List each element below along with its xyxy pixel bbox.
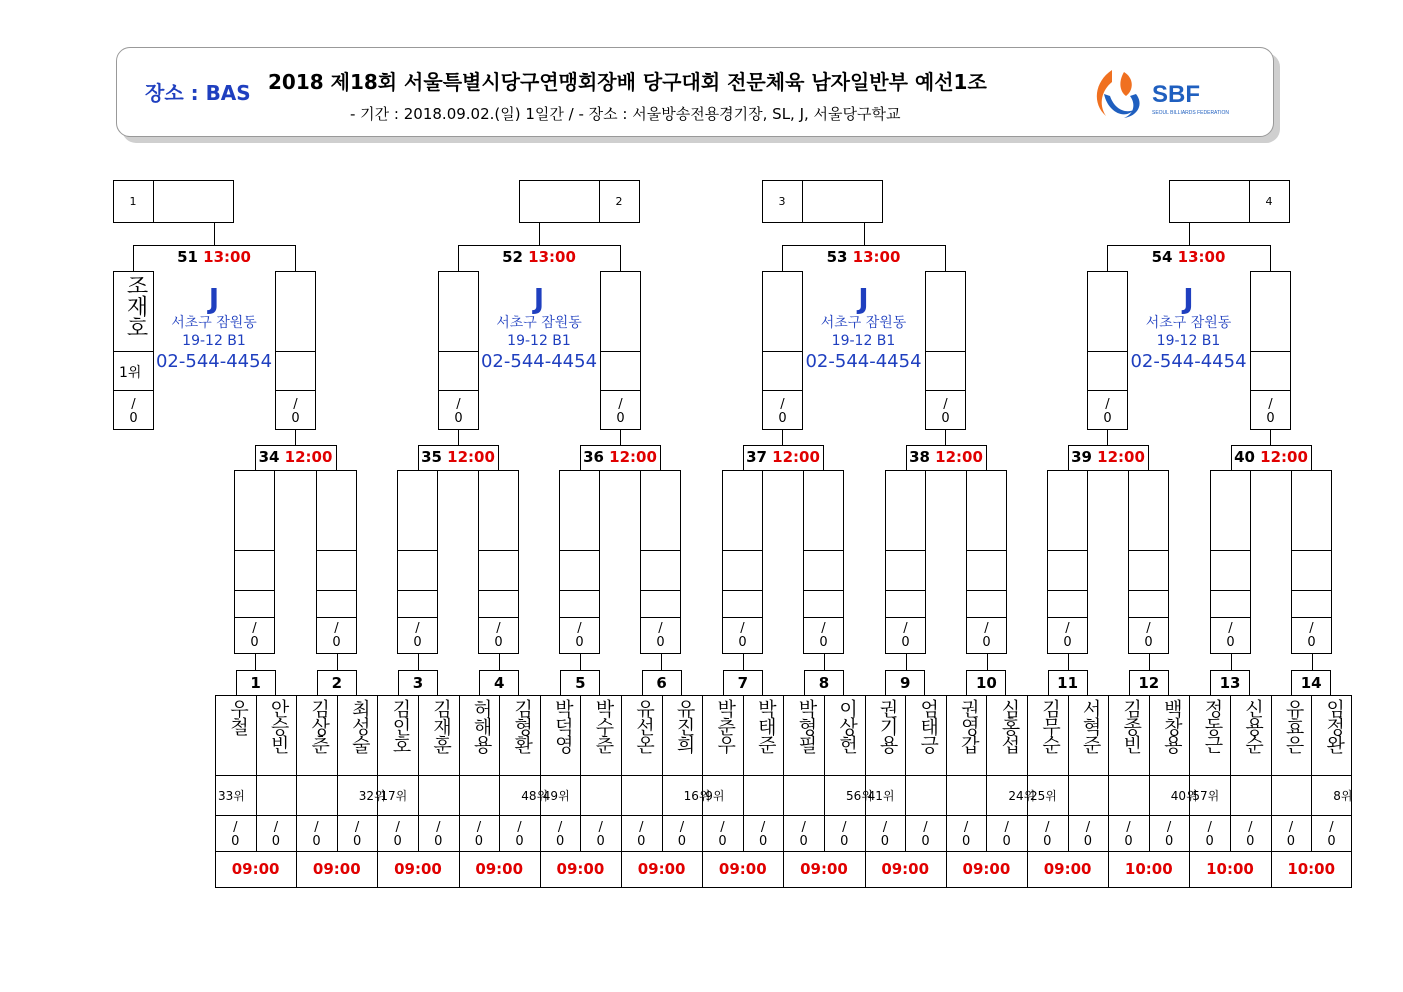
match-time: 10:00 (1124, 860, 1173, 878)
cell-line (1087, 351, 1128, 352)
match-number: 36 (583, 448, 610, 466)
player-score: / 0 (454, 397, 463, 426)
seed-number: 2 (615, 195, 623, 208)
player-rank: 17위 (380, 789, 408, 803)
player-name: 김상춘 (308, 699, 331, 753)
venue-name: J (858, 282, 869, 315)
cell-line (722, 550, 763, 551)
bracket-connector (945, 245, 946, 271)
player-score: / 0 (393, 820, 402, 849)
match-time: 13:00 (1177, 248, 1226, 266)
player-score: / 0 (555, 820, 565, 849)
player-name: 이상헌 (836, 699, 858, 753)
player-score: / 0 (982, 621, 991, 650)
player-rank: 33위 (218, 789, 245, 803)
cell-line (316, 617, 357, 618)
cell-line (925, 351, 966, 352)
player-score: / 0 (474, 820, 484, 849)
cell-line (438, 390, 479, 391)
venue-name: J (208, 282, 220, 315)
bracket-connector (620, 245, 621, 271)
cell-line (762, 390, 803, 391)
cell-line (966, 550, 1007, 551)
venue-address: 서초구 잠원동 (171, 315, 257, 331)
player-rank: 56위 (846, 789, 873, 803)
cell-line (1250, 390, 1291, 391)
player-score: / 0 (271, 820, 281, 849)
player-name: 우철 (227, 699, 249, 735)
player-name: 서혁준 (1079, 699, 1102, 753)
match-number: 34 (258, 448, 285, 466)
player-score: / 0 (880, 820, 890, 849)
final-round-label (479, 248, 599, 266)
bracket-connector (782, 245, 946, 246)
bracket-connector (906, 654, 907, 670)
cell-line (762, 351, 803, 352)
match-number: 6 (656, 674, 667, 692)
match-time: 13:00 (852, 248, 901, 266)
player-score: / 0 (1327, 820, 1336, 849)
second-round-label (255, 448, 337, 466)
player-name: 신용순 (1242, 699, 1264, 753)
second-round-label (1231, 448, 1312, 466)
player-score: / 0 (1043, 820, 1052, 849)
player-score: / 0 (515, 820, 524, 849)
cell-line (234, 550, 275, 551)
cell-line (925, 390, 966, 391)
cell-line (113, 390, 154, 391)
cell-line (113, 351, 154, 352)
bracket-connector (864, 223, 865, 245)
player-name: 엄태긍 (917, 699, 940, 753)
match-number: 8 (818, 674, 830, 692)
bracket-connector (1231, 654, 1232, 670)
sbf-logo (1090, 66, 1240, 122)
cell-line (966, 590, 1007, 591)
cell-line (1210, 550, 1251, 551)
player-score: / 0 (1124, 820, 1133, 849)
cell-line (234, 590, 275, 591)
match-time: 12:00 (1097, 448, 1145, 466)
match-number: 39 (1071, 448, 1098, 466)
match-time: 09:00 (312, 860, 361, 878)
player-score: / 0 (1226, 621, 1235, 650)
cell-line (316, 590, 357, 591)
player-rank: 32위 (358, 789, 386, 803)
player-score: / 0 (778, 397, 787, 426)
player-score: / 0 (596, 820, 605, 849)
player-name: 백창용 (1160, 699, 1183, 753)
match-time: 12:00 (447, 448, 495, 466)
row-line (215, 775, 1352, 776)
player-score: / 0 (1063, 621, 1072, 650)
second-round-label (418, 448, 499, 466)
cell-line (640, 550, 681, 551)
player-score: / 0 (291, 397, 300, 426)
venue-name: J (1183, 282, 1194, 315)
cell-line (1250, 351, 1291, 352)
venue-name: J (533, 282, 545, 315)
match-number: 12 (1138, 674, 1160, 692)
seed-number: 1 (129, 195, 137, 208)
cell-line (275, 351, 316, 352)
player-name: 박형필 (795, 699, 818, 753)
cell-line (1128, 590, 1169, 591)
player-score: / 0 (1083, 820, 1093, 849)
cell-line (478, 617, 519, 618)
match-time: 09:00 (231, 860, 280, 878)
seed-number: 3 (778, 195, 786, 208)
match-number: 4 (493, 674, 505, 692)
player-score: / 0 (799, 820, 808, 849)
venue-phone: 02-544-4454 (1130, 351, 1247, 372)
cell-line (397, 550, 438, 551)
player-score: / 0 (1103, 397, 1112, 426)
player-rank: 48위 (521, 789, 549, 803)
bracket-connector (1068, 654, 1069, 670)
player-score: / 0 (434, 820, 443, 849)
player-name: 유효은 (1282, 699, 1305, 753)
bracket-connector (620, 430, 621, 445)
match-number: 51 (177, 248, 204, 266)
player-name: 유선온 (633, 699, 655, 753)
page-subtitle: - 기간 : 2018.09.02.(일) 1일간 / - 장소 : 서울방송전용경기장, SL, J, 서울당구학교 (350, 105, 901, 123)
match-number: 14 (1300, 674, 1322, 692)
cell-line (600, 390, 641, 391)
player-rank: 41위 (867, 789, 895, 803)
venue-phone: 02-544-4454 (480, 351, 598, 372)
bracket-connector (824, 654, 825, 670)
player-score: / 0 (1266, 397, 1275, 426)
match-number: 37 (746, 448, 773, 466)
match-time: 09:00 (962, 860, 1011, 878)
match-time: 13:00 (203, 248, 251, 266)
cell-line (722, 617, 763, 618)
cell-line (316, 550, 357, 551)
venue-address: 서초구 잠원동 (496, 315, 582, 331)
match-number: 52 (502, 248, 529, 266)
match-number: 1 (250, 674, 261, 692)
player-score: / 0 (921, 820, 930, 849)
player-score: / 0 (656, 621, 665, 650)
venue-phone: 02-544-4454 (805, 351, 922, 372)
cell-line (1291, 617, 1332, 618)
match-number: 35 (421, 448, 448, 466)
bracket-connector (295, 245, 296, 271)
logo-caption: SEOUL BILLIARDS FEDERATION (1152, 110, 1229, 116)
cell-line (1291, 550, 1332, 551)
logo-text: SBF (1152, 81, 1200, 108)
player-score: / 0 (1144, 621, 1153, 650)
cell-line (1291, 590, 1332, 591)
match-time: 12:00 (609, 448, 657, 466)
cell-line (397, 617, 438, 618)
cell-line (1210, 590, 1251, 591)
match-time: 09:00 (394, 860, 442, 878)
player-name: 안승빈 (267, 699, 290, 753)
cell-line (722, 590, 763, 591)
cell-line (1047, 550, 1088, 551)
cell-line (885, 617, 926, 618)
sbf-logo-icon (1090, 66, 1240, 122)
player-name: 권기용 (876, 699, 899, 753)
cell-line (803, 550, 844, 551)
player-score: / 0 (819, 621, 828, 650)
match-time: 12:00 (772, 448, 820, 466)
match-time: 09:00 (800, 860, 848, 878)
seed-divider (802, 180, 803, 223)
match-time: 12:00 (284, 448, 333, 466)
qualified-player-name: 조재호 (123, 274, 148, 337)
match-number: 54 (1151, 248, 1178, 266)
cell-line (803, 617, 844, 618)
seed-divider (153, 180, 154, 223)
bracket-connector (133, 245, 134, 271)
row-line (215, 815, 1352, 816)
cell-line (1128, 617, 1169, 618)
venue-info (1127, 284, 1251, 374)
cell-line (397, 590, 438, 591)
player-score: / 0 (1164, 820, 1174, 849)
match-time: 12:00 (935, 448, 983, 466)
player-rank: 24위 (1008, 789, 1036, 803)
cell-line (1047, 590, 1088, 591)
player-name: 김무순 (1039, 699, 1061, 753)
second-round-label (580, 448, 661, 466)
cell-line (559, 617, 600, 618)
player-name: 심홍섭 (998, 699, 1021, 753)
match-time: 13:00 (528, 248, 576, 266)
player-score: / 0 (941, 397, 950, 426)
cell-line (478, 550, 519, 551)
bracket-connector (499, 654, 500, 670)
final-round-label (1129, 248, 1249, 266)
player-score: / 0 (250, 621, 259, 650)
player-name: 허해용 (470, 699, 493, 753)
player-name: 정동근 (1201, 699, 1224, 753)
match-number: 10 (975, 674, 997, 692)
player-rank: 40위 (1170, 789, 1198, 803)
venue-label: 장소 : BAS (145, 81, 251, 105)
bracket-connector (539, 223, 540, 245)
match-time: 09:00 (475, 860, 524, 878)
bracket-connector (1107, 245, 1271, 246)
seed-number: 4 (1265, 195, 1273, 208)
bracket-connector (133, 245, 296, 246)
second-round-label (1068, 448, 1149, 466)
player-score: / 0 (637, 820, 646, 849)
qualified-player-rank: 1위 (119, 365, 142, 381)
player-rank: 49위 (542, 789, 570, 803)
match-number: 40 (1234, 448, 1261, 466)
bracket-connector (255, 654, 256, 670)
venue-phone: 02-544-4454 (155, 351, 273, 372)
player-score: / 0 (901, 621, 910, 650)
cell-line (234, 617, 275, 618)
cell-line (885, 590, 926, 591)
bracket-connector (1270, 430, 1271, 445)
bracket-connector (782, 245, 783, 271)
player-name: 유진희 (673, 699, 696, 753)
match-number: 13 (1219, 674, 1241, 692)
player-score: / 0 (413, 621, 422, 650)
match-time: 10:00 (1206, 860, 1254, 878)
cell-line (1128, 550, 1169, 551)
player-name: 김종빈 (1120, 699, 1143, 753)
cell-line (640, 590, 681, 591)
match-number: 9 (899, 674, 911, 692)
cell-line (1047, 617, 1088, 618)
player-score: / 0 (1002, 820, 1011, 849)
player-rank: 57위 (1192, 789, 1220, 803)
row-line (215, 851, 1352, 852)
cell-line (1210, 617, 1251, 618)
bracket-connector (1149, 654, 1150, 670)
bracket-connector (458, 245, 459, 271)
player-score: / 0 (677, 820, 687, 849)
player-name: 김재훈 (430, 699, 452, 753)
player-score: / 0 (616, 397, 625, 426)
final-round-label (154, 248, 274, 266)
player-name: 김인호 (389, 699, 412, 753)
player-score: / 0 (332, 621, 341, 650)
venue-address: 19-12 B1 (831, 333, 896, 349)
player-score: / 0 (961, 820, 971, 849)
player-name: 임정완 (1323, 699, 1346, 753)
match-time: 10:00 (1287, 860, 1336, 878)
bracket-connector (337, 654, 338, 670)
player-score: / 0 (1286, 820, 1296, 849)
venue-info (152, 284, 276, 374)
player-score: / 0 (129, 397, 138, 426)
player-score: / 0 (1307, 621, 1316, 650)
player-score: / 0 (1246, 820, 1255, 849)
cell-line (1087, 390, 1128, 391)
player-score: / 0 (738, 621, 747, 650)
bracket-connector (1107, 245, 1108, 271)
bracket-connector (1189, 223, 1190, 245)
player-score: / 0 (352, 820, 362, 849)
player-name: 박춘우 (714, 699, 737, 753)
player-name: 최성술 (348, 699, 371, 753)
bracket-connector (214, 223, 215, 245)
player-score: / 0 (494, 621, 503, 650)
bracket-connector (987, 654, 988, 670)
cell-line (640, 617, 681, 618)
player-score: / 0 (840, 820, 849, 849)
cell-line (559, 590, 600, 591)
match-number: 11 (1057, 674, 1079, 692)
player-name: 김형환 (511, 699, 534, 753)
player-rank: 8위 (1333, 789, 1353, 803)
match-time: 09:00 (718, 860, 767, 878)
venue-address: 서초구 잠원동 (820, 315, 907, 331)
bracket-connector (1270, 245, 1271, 271)
bracket-connector (580, 654, 581, 670)
match-number: 5 (575, 674, 586, 692)
bracket-connector (743, 654, 744, 670)
match-time: 09:00 (881, 860, 930, 878)
match-time: 09:00 (637, 860, 686, 878)
bracket-connector (458, 430, 459, 445)
match-number: 3 (412, 674, 424, 692)
match-time: 09:00 (556, 860, 605, 878)
player-score: / 0 (1205, 820, 1214, 849)
match-number: 38 (909, 448, 936, 466)
player-score: / 0 (575, 621, 584, 650)
player-name: 박태준 (754, 699, 777, 753)
venue-address: 19-12 B1 (182, 333, 246, 349)
match-time: 12:00 (1260, 448, 1308, 466)
cell-line (600, 351, 641, 352)
cell-line (438, 351, 479, 352)
bracket-connector (945, 430, 946, 445)
player-rank: 9위 (705, 789, 725, 803)
cell-line (478, 590, 519, 591)
bracket-connector (782, 430, 783, 445)
player-score: / 0 (231, 820, 240, 849)
venue-info (802, 284, 926, 374)
cell-line (885, 550, 926, 551)
final-round-label (804, 248, 924, 266)
player-name: 권영갑 (957, 699, 980, 753)
cell-line (275, 390, 316, 391)
second-round-label (906, 448, 987, 466)
match-number: 7 (737, 674, 749, 692)
player-score: / 0 (312, 820, 321, 849)
cell-line (966, 617, 1007, 618)
bracket-connector (295, 430, 296, 445)
venue-address: 서초구 잠원동 (1145, 315, 1232, 331)
player-rank: 25위 (1030, 789, 1057, 803)
cell-line (803, 590, 844, 591)
player-score: / 0 (718, 820, 727, 849)
bracket-connector (1107, 430, 1108, 445)
second-round-label (743, 448, 824, 466)
match-number: 53 (826, 248, 853, 266)
match-number: 2 (331, 674, 343, 692)
player-rank: 16위 (683, 789, 711, 803)
page-title: 2018 제18회 서울특별시당구연맹회장배 당구대회 전문체육 남자일반부 예선1조 (268, 70, 987, 94)
venue-address: 19-12 B1 (507, 333, 571, 349)
venue-info (477, 284, 601, 374)
venue-address: 19-12 B1 (1156, 333, 1221, 349)
bracket-connector (1312, 654, 1313, 670)
player-score: / 0 (758, 820, 768, 849)
player-name: 박덕영 (551, 699, 574, 753)
match-time: 09:00 (1043, 860, 1092, 878)
player-name: 박수춘 (592, 699, 615, 753)
cell-line (559, 550, 600, 551)
bracket-connector (418, 654, 419, 670)
bracket-connector (661, 654, 662, 670)
bracket-connector (458, 245, 621, 246)
